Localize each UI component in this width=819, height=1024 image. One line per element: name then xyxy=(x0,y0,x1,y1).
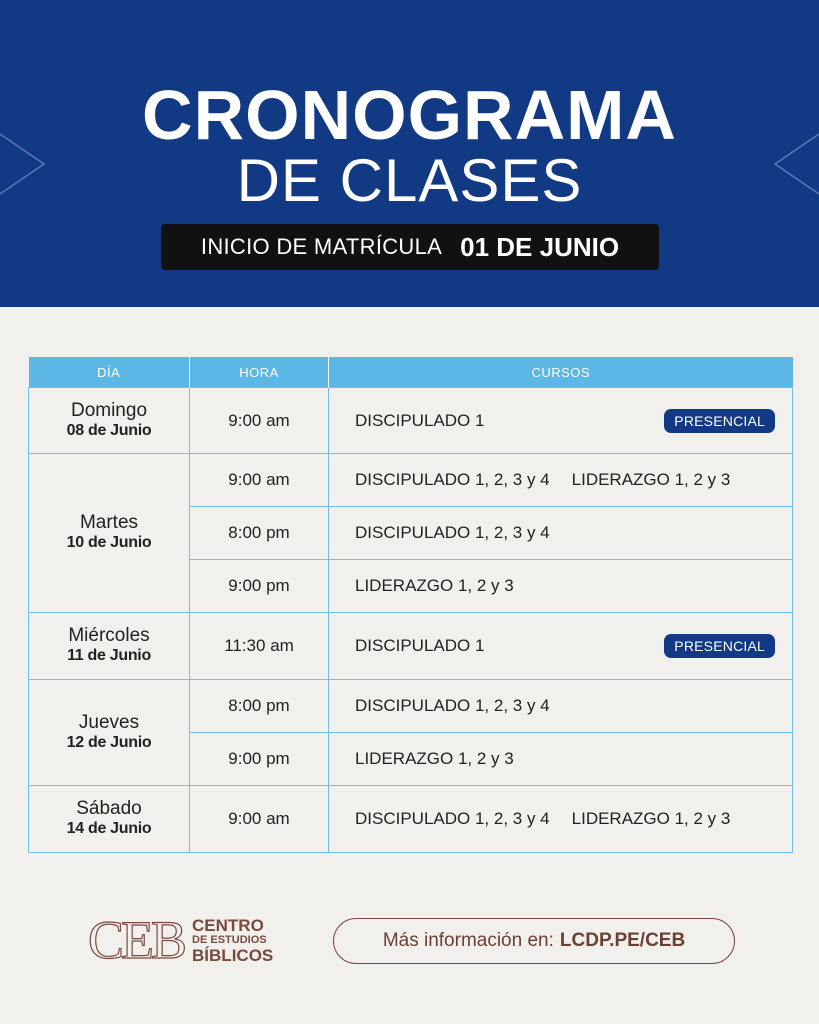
course-name: DISCIPULADO 1, 2, 3 y 4 xyxy=(355,523,550,542)
column-header-courses: CURSOS xyxy=(329,357,793,388)
day-name: Martes xyxy=(79,512,139,533)
day-name: Sábado xyxy=(76,798,142,819)
more-info-link[interactable]: LCDP.PE/CEB xyxy=(559,930,686,951)
table-row xyxy=(29,388,793,454)
time-cell: 9:00 pm xyxy=(190,733,329,786)
course-name: DISCIPULADO 1 xyxy=(355,410,485,430)
table-row xyxy=(29,454,793,507)
logo-text xyxy=(192,915,274,965)
time-cell: 9:00 am xyxy=(190,786,329,853)
courses-cell xyxy=(329,454,793,507)
day-date: 08 de Junio xyxy=(66,421,152,439)
more-info-pill[interactable] xyxy=(333,918,735,964)
logo-mark: CEB xyxy=(88,910,185,970)
day-date: 10 de Junio xyxy=(66,534,152,551)
column-header-hour: HORA xyxy=(190,357,329,388)
course-name: DISCIPULADO 1, 2, 3 y 4 xyxy=(355,696,550,715)
courses-cell xyxy=(329,560,793,613)
course-name: DISCIPULADO 1, 2, 3 y 4 xyxy=(355,809,550,828)
time-cell: 9:00 pm xyxy=(190,560,329,613)
column-header-day: DÍA xyxy=(29,357,190,388)
time-cell: 8:00 pm xyxy=(190,507,329,560)
courses-cell xyxy=(329,507,793,560)
enrollment-banner xyxy=(161,224,659,270)
logo-line-1: CENTRO xyxy=(192,915,264,935)
more-info-label: Más información en: xyxy=(382,930,554,951)
courses-cell xyxy=(329,733,793,786)
ceb-logo xyxy=(88,912,273,968)
time-cell: 11:30 am xyxy=(190,613,329,680)
courses-cell xyxy=(329,388,793,454)
day-cell xyxy=(29,786,190,853)
logo-line-3: BÍBLICOS xyxy=(192,945,274,965)
status-badge: PRESENCIAL xyxy=(664,634,775,658)
logo-line-2: DE ESTUDIOS xyxy=(192,933,267,946)
table-row xyxy=(29,680,793,733)
course-name: DISCIPULADO 1 xyxy=(355,636,485,655)
day-date: 11 de Junio xyxy=(67,647,151,664)
day-name: Domingo xyxy=(70,399,148,421)
day-cell xyxy=(29,680,190,786)
time-cell: 8:00 pm xyxy=(190,680,329,733)
courses-cell xyxy=(329,786,793,853)
day-cell xyxy=(29,613,190,680)
course-name: DISCIPULADO 1, 2, 3 y 4 xyxy=(355,470,550,489)
table-row xyxy=(29,613,793,680)
day-cell xyxy=(29,454,190,613)
day-date: 14 de Junio xyxy=(66,820,152,837)
courses-cell xyxy=(329,613,793,680)
schedule-table xyxy=(28,357,793,853)
table-row xyxy=(29,786,793,853)
header-banner xyxy=(0,0,819,307)
course-name: LIDERAZGO 1, 2 y 3 xyxy=(571,470,731,489)
status-badge: PRESENCIAL xyxy=(664,409,775,433)
page-subtitle: DE CLASES xyxy=(236,147,583,214)
course-name: LIDERAZGO 1, 2 y 3 xyxy=(571,809,731,828)
course-name: LIDERAZGO 1, 2 y 3 xyxy=(355,576,514,595)
enrollment-label: INICIO DE MATRÍCULA xyxy=(200,234,443,259)
day-name: Jueves xyxy=(78,711,140,733)
course-name: LIDERAZGO 1, 2 y 3 xyxy=(355,749,514,768)
time-cell: 9:00 am xyxy=(190,388,329,454)
enrollment-date: 01 DE JUNIO xyxy=(460,231,620,262)
time-cell: 9:00 am xyxy=(190,454,329,507)
day-cell xyxy=(29,388,190,454)
page-title: CRONOGRAMA xyxy=(142,76,677,154)
table-header-row xyxy=(29,357,793,388)
day-date: 12 de Junio xyxy=(66,733,152,751)
courses-cell xyxy=(329,680,793,733)
day-name: Miércoles xyxy=(68,625,150,646)
